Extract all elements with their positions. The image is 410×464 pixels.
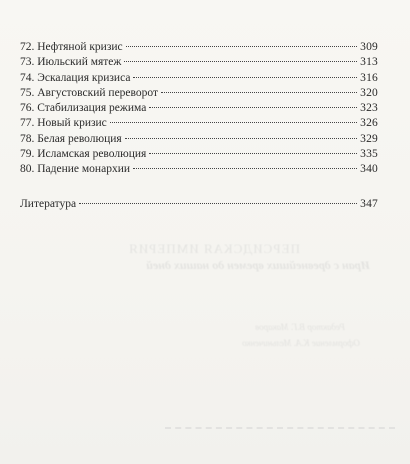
toc-entry-page: 326 <box>360 117 378 130</box>
toc-entry-title: 80. Падение монархии <box>20 163 130 176</box>
bleed-through-subtitle: Иран с древнейших времен до наших дней <box>146 258 370 272</box>
toc-entry-page: 323 <box>360 102 378 115</box>
dot-leader <box>149 107 357 108</box>
bleed-through-editor: Редактор В.Г. Макаров <box>255 322 345 332</box>
bleed-through-design: Оформление К.А. Мельниченко <box>242 338 360 348</box>
toc-entry-title: 75. Августовский переворот <box>20 86 159 99</box>
toc-entry-title: 78. Белая революция <box>20 132 122 145</box>
table-of-contents <box>20 40 378 212</box>
toc-entry[interactable] <box>20 71 378 86</box>
toc-entry-page: 329 <box>360 132 378 145</box>
toc-entry[interactable] <box>20 86 378 101</box>
toc-entry[interactable] <box>20 116 378 131</box>
dot-leader <box>133 168 357 169</box>
toc-entry-page: 340 <box>360 163 378 176</box>
toc-entry[interactable] <box>20 40 378 55</box>
toc-entry[interactable] <box>20 162 378 177</box>
toc-entry-page: 316 <box>360 71 378 84</box>
dot-leader <box>161 92 357 93</box>
bleed-through-rule <box>165 425 395 429</box>
toc-entry-literature[interactable] <box>20 197 378 212</box>
toc-entry-title: 73. Июльский мятеж <box>20 56 122 69</box>
toc-entry-page: 347 <box>360 197 378 210</box>
bleed-through-title: ПЕРСИДСКАЯ ИМПЕРИЯ <box>128 241 300 256</box>
toc-entry-page: 320 <box>360 86 378 99</box>
toc-entry[interactable] <box>20 132 378 147</box>
toc-entry[interactable] <box>20 147 378 162</box>
toc-entry-title: 72. Нефтяной кризис <box>20 41 123 53</box>
toc-entry-page: 309 <box>360 41 378 53</box>
dot-leader <box>125 138 357 139</box>
toc-entry-title: 77. Новый кризис <box>20 117 107 130</box>
toc-entry[interactable] <box>20 101 378 116</box>
toc-entry-title: 74. Эскалация кризиса <box>20 71 131 84</box>
dot-leader <box>79 203 357 204</box>
dot-leader <box>133 77 357 78</box>
toc-entry-page: 335 <box>360 148 378 161</box>
dot-leader <box>110 122 357 123</box>
toc-entry-page: 313 <box>360 56 378 69</box>
toc-entry-title: 79. Исламская революция <box>20 148 147 161</box>
dot-leader <box>126 46 357 47</box>
toc-entry-title: 76. Стабилизация режима <box>20 102 147 115</box>
dot-leader <box>149 153 357 154</box>
toc-entry-title: Литература <box>20 197 77 210</box>
toc-entry[interactable] <box>20 55 378 70</box>
dot-leader <box>124 61 357 62</box>
